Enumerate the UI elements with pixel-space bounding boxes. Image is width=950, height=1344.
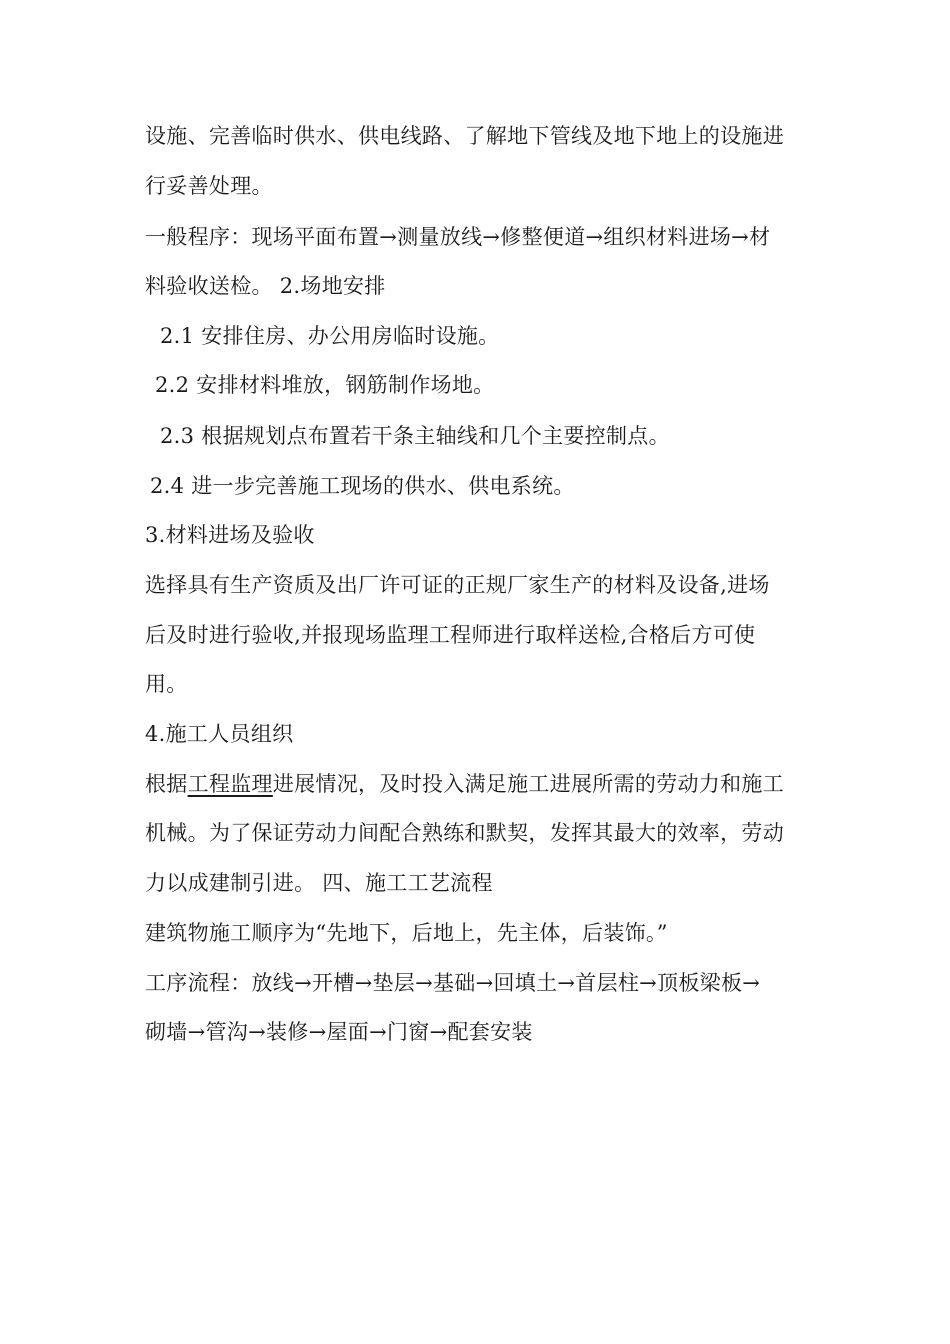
paragraph-line-1: 设施、完善临时供水、供电线路、了解地下管线及地下地上的设施进 <box>145 124 784 148</box>
list-item-2-4: 2.4 进一步完善施工现场的供水、供电系统。 <box>150 474 575 498</box>
text-after-link: 进展情况，及时投入满足施工进展所需的劳动力和施工 <box>272 772 785 796</box>
paragraph-line-3: 一般程序：现场平面布置→测量放线→修整便道→组织材料进场→材 <box>145 225 771 249</box>
section-heading-4: 4.施工人员组织 <box>145 722 294 746</box>
paragraph-line-19: 砌墙→管沟→装修→屋面→门窗→配套安装 <box>145 1020 533 1044</box>
paragraph-line-4: 料验收送检。 2.场地安排 <box>145 274 386 298</box>
paragraph-line-11: 后及时进行验收,并报现场监理工程师进行取样送检,合格后方可使 <box>145 623 756 647</box>
list-item-2-2: 2.2 安排材料堆放，钢筋制作场地。 <box>155 373 495 397</box>
paragraph-line-14 <box>145 769 825 799</box>
paragraph-line-2: 行妥善处理。 <box>145 174 273 198</box>
list-item-2-1: 2.1 安排住房、办公用房临时设施。 <box>160 324 500 348</box>
paragraph-line-17: 建筑物施工顺序为“先地下，后地上，先主体，后装饰。” <box>145 921 668 945</box>
paragraph-line-16: 力以成建制引进。 四、施工工艺流程 <box>145 871 493 895</box>
paragraph-line-18: 工序流程：放线→开槽→垫层→基础→回填土→首层柱→顶板梁板→ <box>145 971 761 995</box>
text-before-link: 根据 <box>145 772 188 796</box>
paragraph-line-12: 用。 <box>145 672 188 696</box>
paragraph-line-15: 机械。为了保证劳动力间配合熟练和默契，发挥其最大的效率，劳动 <box>145 821 784 845</box>
paragraph-line-10: 选择具有生产资质及出厂许可证的正规厂家生产的材料及设备,进场 <box>145 573 770 597</box>
list-item-2-3: 2.3 根据规划点布置若干条主轴线和几个主要控制点。 <box>160 424 670 448</box>
engineering-supervision-link[interactable]: 工程监理 <box>187 772 273 796</box>
section-heading-3: 3.材料进场及验收 <box>145 523 315 547</box>
